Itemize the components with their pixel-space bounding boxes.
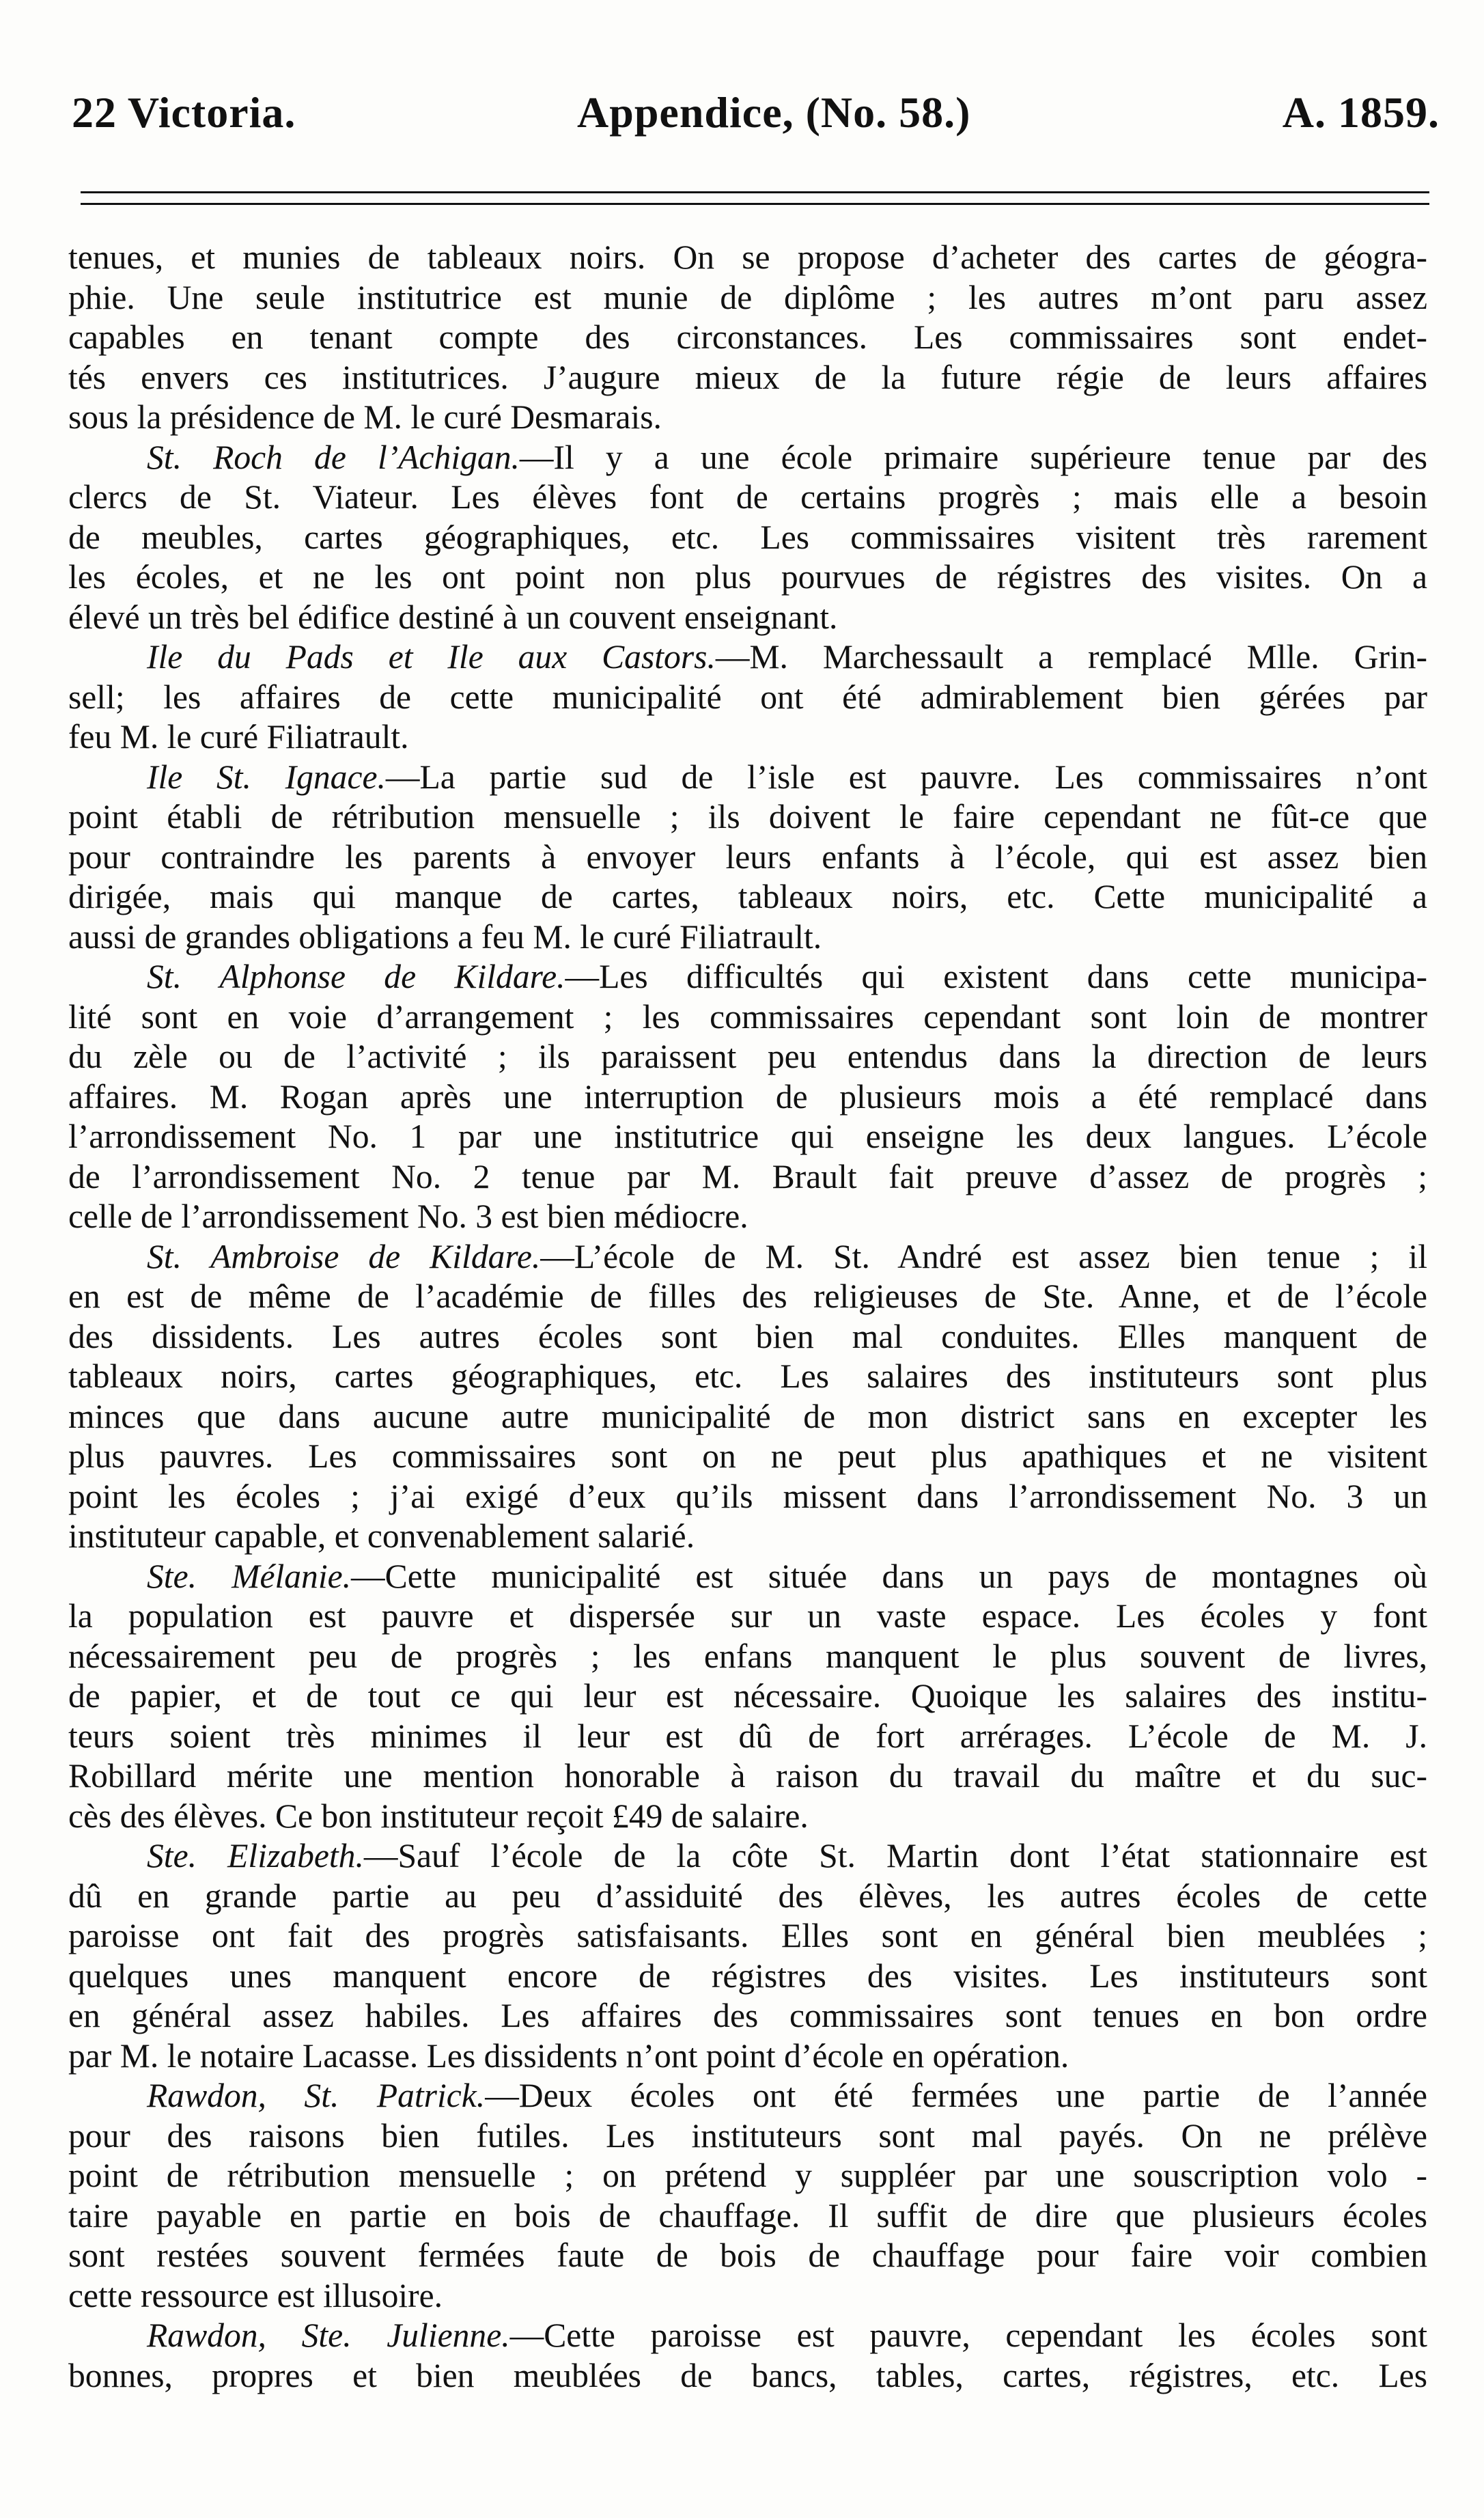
text-line (68, 1437, 1427, 1477)
text-line (68, 2236, 1427, 2276)
line-text: pour des raisons bien futiles. Les instituteurs sont mal payés. On ne prélève (68, 2116, 1427, 2155)
text-line (68, 797, 1427, 838)
paragraph-heading: Ste. Elizabeth. (147, 1837, 364, 1874)
text-line (68, 1397, 1427, 1437)
text-line (68, 1037, 1427, 1077)
text-line (68, 877, 1427, 917)
line-text: par M. le notaire Lacasse. Les dissidents n’ont point d’école en opération. (68, 2036, 1069, 2075)
line-text: dirigée, mais qui manque de cartes, tableaux noirs, etc. Cette municipalité a (68, 878, 1427, 915)
text-line (68, 2196, 1427, 2237)
text-line (68, 758, 1427, 798)
text-line (68, 997, 1427, 1038)
line-text: sell; les affaires de cette municipalité ont été admirablement bien gérées par (68, 678, 1427, 716)
line-text: sous la présidence de M. le curé Desmarais. (68, 398, 662, 436)
line-text: aussi de grandes obligations a feu M. le curé Filiatrault. (68, 917, 822, 956)
text-line (68, 557, 1427, 598)
report-body (68, 238, 1427, 2396)
text-line (68, 1637, 1427, 1677)
text-line (68, 1916, 1427, 1956)
text-line (68, 2276, 1427, 2316)
text-line (68, 2356, 1427, 2396)
text-line (68, 2116, 1427, 2157)
text-line (68, 598, 1427, 638)
line-text: point établi de rétribution mensuelle ; ils doivent le faire cependant ne fût-ce que (68, 798, 1427, 835)
text-line (68, 1756, 1427, 1797)
text-line (68, 1237, 1427, 1277)
header-appendix: Appendice, (No. 58.) (577, 88, 971, 137)
text-line (68, 1357, 1427, 1397)
line-text: —M. Marchessault a remplacé Mlle. Grin- (715, 638, 1427, 676)
line-text: l’arrondissement No. 1 par une institutrice qui enseigne les deux langues. L’école (68, 1118, 1427, 1155)
line-text: des dissidents. Les autres écoles sont bien mal conduites. Elles manquent de (68, 1317, 1427, 1355)
text-line (68, 1157, 1427, 1198)
line-text: —La partie sud de l’isle est pauvre. Les commissaires n’ont (385, 758, 1427, 796)
line-text: en général assez habiles. Les affaires des commissaires sont tenues en bon ordre (68, 1997, 1427, 2034)
text-line (68, 398, 1427, 438)
paragraph-heading: St. Alphonse de Kildare. (147, 958, 565, 995)
text-line (68, 518, 1427, 558)
text-line (68, 2036, 1427, 2077)
line-text: —Deux écoles ont été fermées une partie de l’année (485, 2077, 1427, 2114)
text-line (68, 1517, 1427, 1557)
line-text: du zèle ou de l’activité ; ils paraissent peu entendus dans la direction de leurs (68, 1038, 1427, 1075)
line-text: de meubles, cartes géographiques, etc. Les commissaires visitent très rarement (68, 518, 1427, 556)
paragraph-heading: Rawdon, Ste. Julienne. (147, 2316, 510, 2354)
text-line (68, 957, 1427, 997)
line-text: bonnes, propres et bien meublées de bancs, tables, cartes, régistres, etc. Les (68, 2356, 1427, 2394)
line-text: nécessairement peu de progrès ; les enfans manquent le plus souvent de livres, (68, 1637, 1427, 1675)
line-text: dû en grande partie au peu d’assiduité des élèves, les autres écoles de cette (68, 1877, 1427, 1915)
header-session: 22 Victoria. (72, 88, 296, 137)
text-line (68, 637, 1427, 678)
text-line (68, 917, 1427, 958)
line-text: cès des élèves. Ce bon instituteur reçoit £49 de salaire. (68, 1797, 809, 1835)
line-text: lité sont en voie d’arrangement ; les commissaires cependant sont loin de montrer (68, 997, 1427, 1036)
text-line (68, 1676, 1427, 1717)
text-line (68, 2076, 1427, 2116)
line-text: pour contraindre les parents à envoyer leurs enfants à l’école, qui est assez bien (68, 838, 1427, 876)
line-text: la population est pauvre et dispersée sur un vaste espace. Les écoles y font (68, 1597, 1427, 1635)
paragraph-heading: Ile du Pads et Ile aux Castors. (147, 638, 716, 676)
line-text: en est de même de l’académie de filles des religieuses de Ste. Anne, et de l’école (68, 1277, 1427, 1315)
line-text: tenues, et munies de tableaux noirs. On se propose d’acheter des cartes de géogra- (68, 238, 1427, 276)
line-text: affaires. M. Rogan après une interruption de plusieurs mois a été remplacé dans (68, 1077, 1427, 1116)
line-text: instituteur capable, et convenablement salarié. (68, 1517, 695, 1555)
text-line (68, 1317, 1427, 1357)
text-line (68, 1557, 1427, 1597)
paragraph-heading: Rawdon, St. Patrick. (147, 2077, 486, 2114)
text-line (68, 678, 1427, 718)
text-line (68, 1117, 1427, 1157)
line-text: paroisse ont fait des progrès satisfaisants. Elles sont en général bien meublées ; (68, 1917, 1427, 1954)
line-text: point de rétribution mensuelle ; on prétend y suppléer par une souscription volo - (68, 2157, 1427, 2194)
line-text: capables en tenant compte des circonstances. Les commissaires sont endet- (68, 318, 1427, 356)
text-line (68, 1277, 1427, 1317)
line-text: phie. Une seule institutrice est munie de diplôme ; les autres m’ont paru assez (68, 278, 1427, 316)
text-line (68, 278, 1427, 318)
text-line (68, 2316, 1427, 2356)
line-text: cette ressource est illusoire. (68, 2276, 443, 2314)
line-text: les écoles, et ne les ont point non plus pourvues de régistres des visites. On a (68, 558, 1427, 596)
line-text: —Cette municipalité est située dans un pays de montagnes où (351, 1557, 1427, 1595)
line-text: Robillard mérite une mention honorable à raison du travail du maître et du suc- (68, 1757, 1427, 1795)
line-text: plus pauvres. Les commissaires sont on ne peut plus apathiques et ne visitent (68, 1437, 1427, 1475)
text-line (68, 478, 1427, 518)
line-text: minces que dans aucune autre municipalité de mon district sans en excepter les (68, 1397, 1427, 1435)
text-line (68, 1077, 1427, 1118)
line-text: quelques unes manquent encore de régistres des visites. Les instituteurs sont (68, 1956, 1427, 1995)
header-year: A. 1859. (1282, 88, 1440, 137)
line-text: tés envers ces institutrices. J’augure mieux de la future régie de leurs affaires (68, 358, 1427, 396)
page-header (72, 87, 1440, 142)
text-line (68, 1797, 1427, 1837)
line-text: de papier, et de tout ce qui leur est nécessaire. Quoique les salaires des institu- (68, 1677, 1427, 1715)
text-line (68, 1877, 1427, 1917)
line-text: feu M. le curé Filiatrault. (68, 718, 409, 756)
line-text: teurs soient très minimes il leur est dû de fort arrérages. L’école de M. J. (68, 1717, 1427, 1755)
line-text: celle de l’arrondissement No. 3 est bien médiocre. (68, 1198, 748, 1235)
line-text: de l’arrondissement No. 2 tenue par M. Brault fait preuve d’assez de progrès ; (68, 1157, 1427, 1195)
line-text: —Les difficultés qui existent dans cette municipa- (565, 958, 1427, 995)
text-line (68, 358, 1427, 398)
paragraph-heading: Ile St. Ignace. (147, 758, 386, 796)
line-text: tableaux noirs, cartes géographiques, etc. Les salaires des instituteurs sont plus (68, 1357, 1427, 1395)
paragraph-heading: St. Roch de l’Achigan. (147, 438, 520, 476)
line-text: —L’école de M. St. André est assez bien tenue ; il (540, 1237, 1427, 1275)
text-line (68, 2156, 1427, 2196)
text-line (68, 1717, 1427, 1757)
header-double-rule (81, 191, 1429, 205)
line-text: taire payable en partie en bois de chauffage. Il suffit de dire que plusieurs écoles (68, 2196, 1427, 2235)
text-line (68, 318, 1427, 358)
line-text: —Sauf l’école de la côte St. Martin dont l’état stationnaire est (363, 1837, 1427, 1874)
text-line (68, 1956, 1427, 1997)
paragraph-heading: Ste. Mélanie. (147, 1557, 352, 1595)
paragraph-heading: St. Ambroise de Kildare. (147, 1237, 541, 1275)
text-line (68, 838, 1427, 878)
text-line (68, 1477, 1427, 1517)
text-line (68, 717, 1427, 758)
line-text: sont restées souvent fermées faute de bois de chauffage pour faire voir combien (68, 2237, 1427, 2274)
text-line (68, 1996, 1427, 2036)
line-text: élevé un très bel édifice destiné à un couvent enseignant. (68, 598, 838, 636)
text-line (68, 238, 1427, 278)
line-text: —Il y a une école primaire supérieure tenue par des (519, 438, 1427, 476)
text-line (68, 1836, 1427, 1877)
text-line (68, 1596, 1427, 1637)
text-line (68, 1197, 1427, 1237)
line-text: clercs de St. Viateur. Les élèves font de certains progrès ; mais elle a besoin (68, 478, 1427, 516)
text-line (68, 438, 1427, 478)
line-text: point les écoles ; j’ai exigé d’eux qu’ils missent dans l’arrondissement No. 3 un (68, 1477, 1427, 1515)
line-text: —Cette paroisse est pauvre, cependant les écoles sont (509, 2316, 1427, 2354)
